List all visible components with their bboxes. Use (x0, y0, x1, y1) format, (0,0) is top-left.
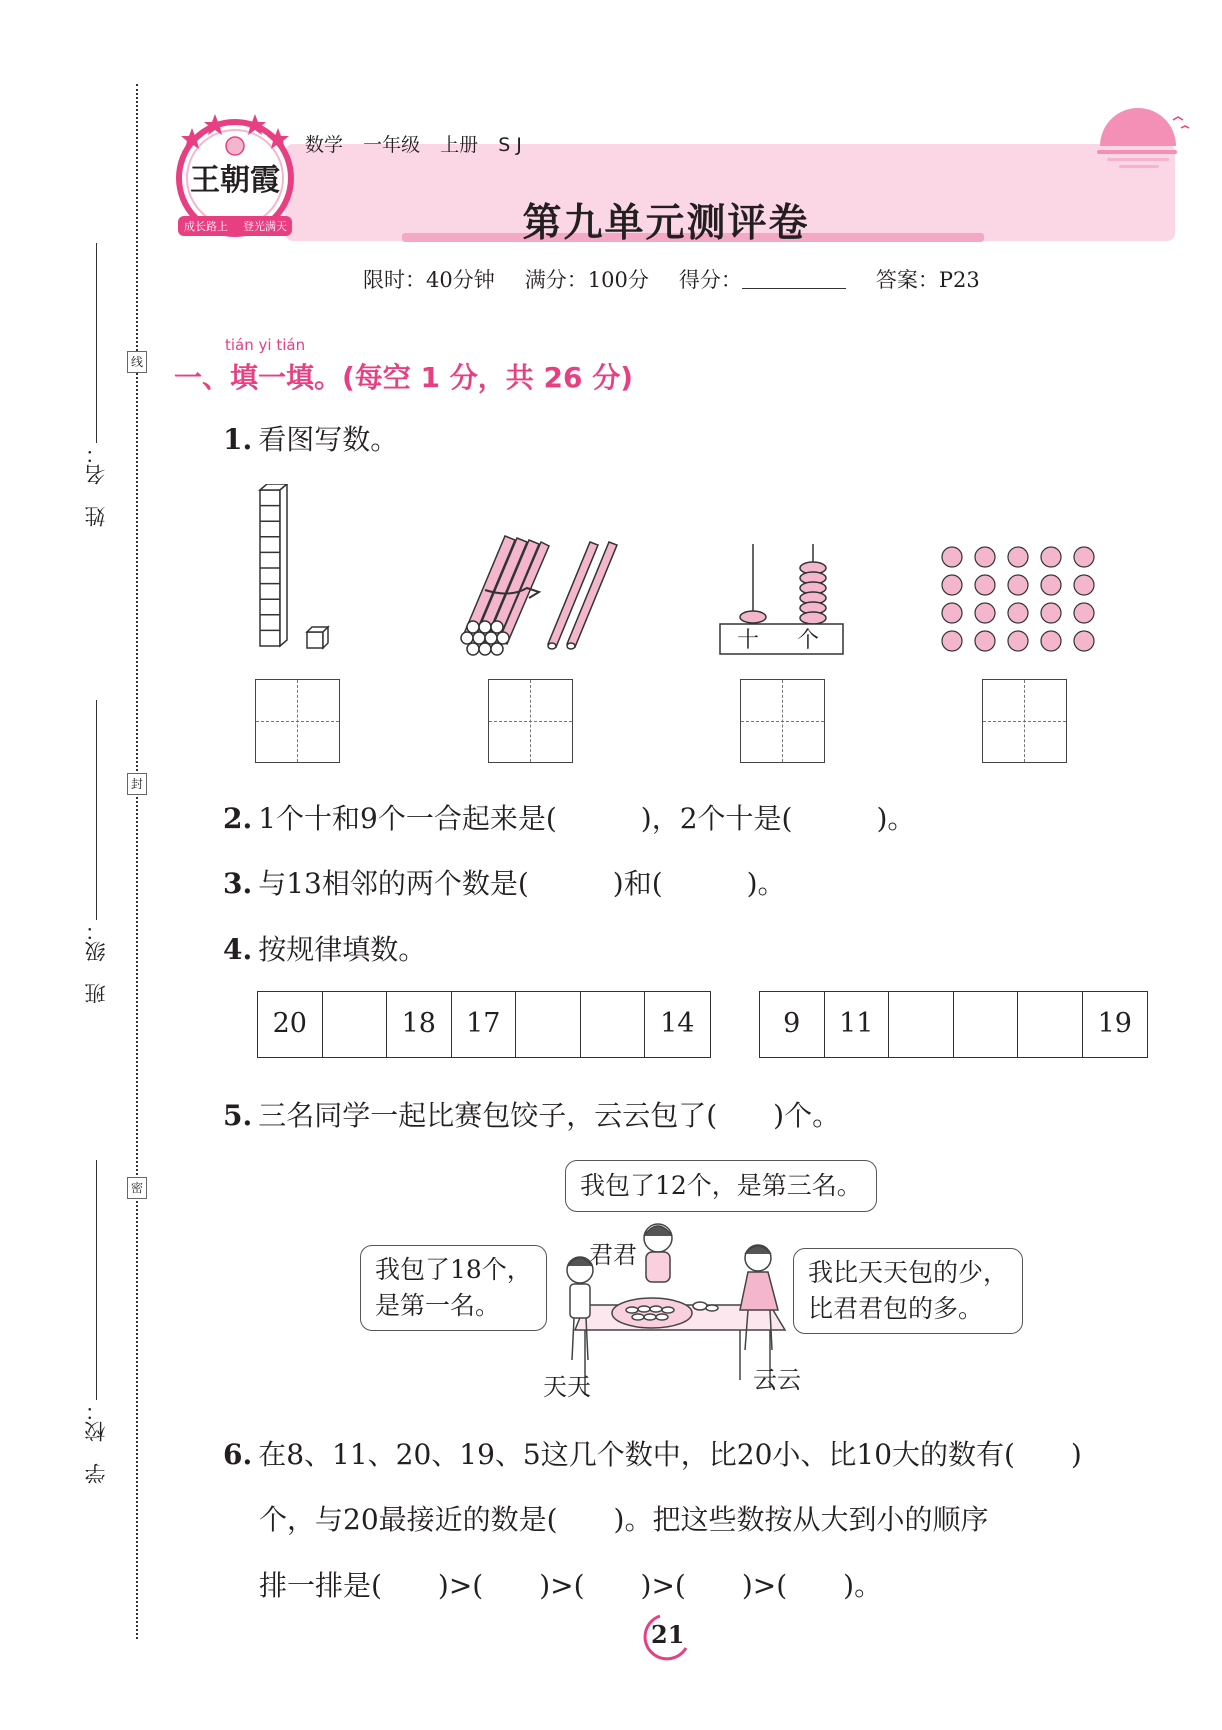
speech-text-line-1: 我包了18个， (375, 1255, 532, 1284)
question-number: 4. (223, 933, 253, 966)
question-6-line-3: 排一排是( )>( )>( )>( )>( )。 (259, 1569, 883, 1602)
question-4 (223, 928, 426, 968)
time-limit: 限时：40分钟 (363, 268, 495, 292)
answer-box-4[interactable] (982, 679, 1067, 763)
question-number: 1. (223, 423, 253, 456)
question-text: 与13相邻的两个数是( )和( )。 (258, 867, 786, 900)
question-1 (223, 418, 398, 458)
binding-mark-xian: 线 (127, 351, 147, 373)
question-number: 5. (223, 1099, 253, 1132)
sequence-cell: 11 (825, 992, 890, 1057)
edition-label: S J (498, 134, 522, 156)
question-number: 2. (223, 802, 253, 835)
class-label: 班 级： (83, 920, 108, 1004)
sequence-cell-blank[interactable] (1018, 992, 1083, 1057)
sequence-cell: 9 (760, 992, 825, 1057)
answer-box-2[interactable] (488, 679, 573, 763)
answer-reference: 答案：P23 (875, 268, 980, 292)
question-text: 1个十和9个一合起来是( )，2个十是( )。 (258, 802, 916, 835)
name-field (82, 243, 110, 536)
logo-ribbon-left: 成长路上 (184, 220, 228, 233)
name-tag-junjun: 君君 (589, 1241, 637, 1269)
sequence-cell-blank[interactable] (889, 992, 954, 1057)
grade-label: 一年级 (363, 134, 421, 156)
header-tagline (305, 130, 536, 157)
abacus-ones-label: 个 (796, 628, 820, 653)
sequence-table-a (257, 991, 711, 1058)
binding-mark-feng: 封 (127, 773, 147, 795)
sequence-cell-blank[interactable] (581, 992, 646, 1057)
binding-mark-mi: 密 (127, 1177, 147, 1199)
sequence-cell: 14 (660, 1008, 695, 1039)
page-number: 21 (651, 1620, 685, 1649)
name-blank-line (96, 243, 97, 443)
abacus-tens-label: 十 (736, 628, 760, 653)
score-label: 得分： (678, 268, 742, 292)
school-field (82, 1160, 110, 1493)
speech-bubble-tiantian (360, 1245, 547, 1331)
question-number: 3. (223, 867, 253, 900)
question-5 (223, 1094, 840, 1134)
page-title: 第九单元测评卷 (522, 201, 810, 246)
question-2 (223, 797, 915, 837)
sequence-cell: 18 (387, 992, 452, 1057)
sequence-cell: 19 (1097, 1008, 1132, 1039)
stick-bundle-picture (455, 528, 625, 656)
name-label: 姓 名： (83, 443, 108, 527)
question-3 (223, 862, 786, 902)
section-pinyin: tián yi tián (225, 336, 306, 354)
sequence-cell: 17 (452, 992, 517, 1057)
school-label: 学 校： (83, 1400, 108, 1484)
sequence-cell-blank[interactable] (516, 992, 581, 1057)
question-text: 看图写数。 (258, 423, 399, 456)
logo-ribbon-right: 登光满天 (243, 220, 287, 233)
question-text: 三名同学一起比赛包饺子，云云包了( )个。 (258, 1099, 841, 1132)
class-field (82, 700, 110, 1013)
question-number: 6. (223, 1438, 253, 1471)
speech-text-line-1: 我比天天包的少， (808, 1258, 1009, 1287)
name-tag-tiantian: 天天 (543, 1373, 591, 1401)
answer-box-1[interactable] (255, 679, 340, 763)
question-6-line-1 (223, 1433, 1082, 1473)
sequence-cell: 20 (258, 992, 323, 1057)
score-blank[interactable] (742, 288, 846, 289)
abacus-picture (718, 542, 848, 656)
sequence-table-b (759, 991, 1148, 1058)
dot-grid-picture (938, 545, 1108, 659)
speech-text: 我包了12个，是第三名。 (580, 1171, 862, 1200)
logo-text: 王朝霞 (190, 163, 280, 198)
school-blank-line (96, 1160, 97, 1400)
binding-dotted-line (136, 84, 138, 1639)
sequence-cell-blank[interactable] (323, 992, 388, 1057)
section-heading: 一、填一填。(每空 1 分，共 26 分) (174, 361, 634, 394)
question-6-line-2: 个，与20最接近的数是( )。把这些数按从大到小的顺序 (259, 1503, 989, 1536)
question-text: 按规律填数。 (258, 933, 427, 966)
score-field (679, 264, 846, 294)
volume-label: 上册 (440, 134, 479, 156)
full-score: 满分：100分 (524, 268, 649, 292)
exam-info (363, 264, 980, 294)
class-blank-line (96, 700, 97, 920)
speech-text-line-2: 是第一名。 (375, 1291, 501, 1320)
subject-label: 数学 (305, 134, 344, 156)
speech-bubble-junjun (565, 1160, 877, 1212)
base-ten-blocks-picture (255, 484, 335, 652)
answer-box-3[interactable] (740, 679, 825, 763)
speech-text-line-2: 比君君包的多。 (808, 1294, 984, 1323)
sequence-cell-blank[interactable] (954, 992, 1019, 1057)
question-text: 在8、11、20、19、5这几个数中，比20小、比10大的数有( ) (258, 1438, 1082, 1471)
name-tag-yunyun: 云云 (753, 1366, 801, 1394)
speech-bubble-yunyun (793, 1248, 1023, 1334)
sunset-decoration-icon (1085, 106, 1195, 186)
